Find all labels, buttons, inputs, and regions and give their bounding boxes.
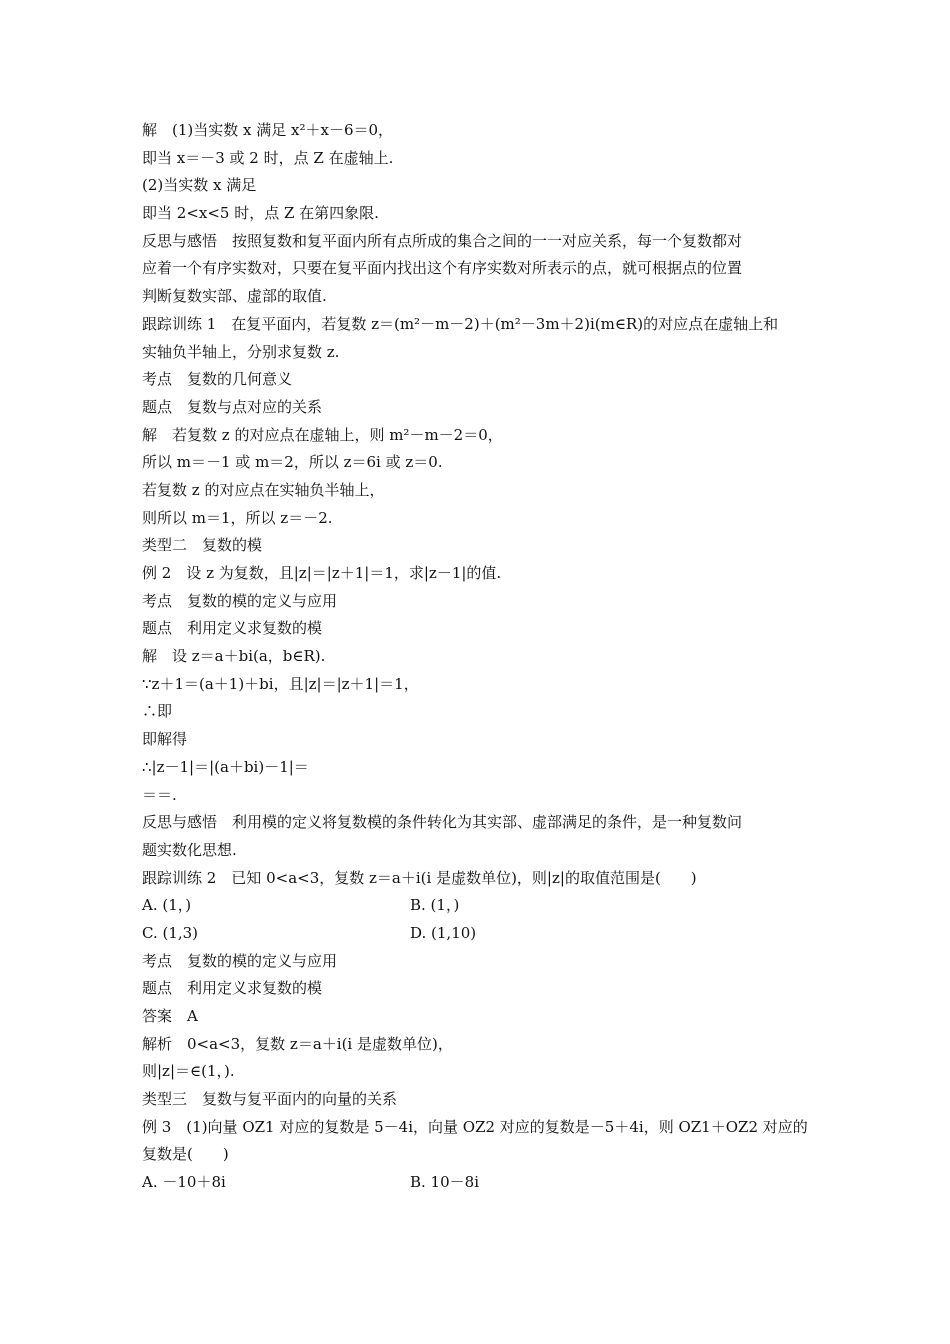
text-line: 解析 0<a<3，复数 z＝a＋i(i 是虚数单位)， [142,1034,453,1053]
text-line: 反思与感悟 按照复数和复平面内所有点所成的集合之间的一一对应关系，每一个复数都对 [142,231,743,250]
text-line: ＝＝. [142,785,177,804]
option-d: D. (1,10) [410,923,477,942]
text-line: 反思与感悟 利用模的定义将复数模的条件转化为其实部、虚部满足的条件，是一种复数问 [142,813,743,832]
document-page [142,117,822,1197]
text-line: 考点 复数的模的定义与应用 [142,591,338,610]
text-line: 例 3 (1)向量 OZ1 对应的复数是 5－4i，向量 OZ2 对应的复数是－5＋4i，则 OZ1＋OZ2 对应的 [142,1117,808,1136]
text-line: 答案 A [142,1007,198,1025]
option-a: A. (1，) [142,896,192,915]
text-line: 应着一个有序实数对，只要在复平面内找出这个有序实数对所表示的点，就可根据点的位置 [142,259,743,278]
text-line: 解 (1)当实数 x 满足 x²＋x－6＝0， [142,121,394,139]
text-line: 考点 复数的几何意义 [142,370,293,389]
text-line: ∴即 [142,702,173,721]
text-line: 考点 复数的模的定义与应用 [142,951,338,970]
text-line: 解 设 z＝a＋bi(a，b∈R). [142,647,326,666]
text-line: 复数是( ) [142,1145,229,1164]
text-line: ∵z＋1＝(a＋1)＋bi，且|z|＝|z＋1|＝1， [142,674,419,693]
text-line: 即当 2<x<5 时，点 Z 在第四象限. [142,204,379,223]
text-line: 题点 利用定义求复数的模 [142,979,323,998]
text-line: 即当 x＝－3 或 2 时，点 Z 在虚轴上. [142,148,394,167]
text-line: 跟踪训练 2 已知 0<a<3，复数 z＝a＋i(i 是虚数单位)，则|z|的取值范围是( ) [142,868,697,887]
text-line: 题实数化思想. [142,840,237,859]
text-line: 例 2 设 z 为复数，且|z|＝|z＋1|＝1，求|z－1|的值. [142,564,502,582]
text-line: 则|z|＝∈(1，). [142,1062,235,1081]
option-c: C. (1,3) [142,923,199,942]
option-a: A. －10＋8i [142,1173,226,1192]
answer-options-row [142,892,822,920]
text-line: 跟踪训练 1 在复平面内，若复数 z＝(m²－m－2)＋(m²－3m＋2)i(m∈R)的对应点在虚轴上和 [142,314,779,333]
option-b: B. 10－8i [410,1173,479,1192]
text-line: ∴|z－1|＝|(a＋bi)－1|＝ [142,757,309,776]
answer-options-row [142,1169,822,1197]
text-line: 解 若复数 z 的对应点在虚轴上，则 m²－m－2＝0， [142,425,503,444]
text-line: (2)当实数 x 满足 [142,176,257,195]
answer-options-row [142,920,822,948]
text-line: 则所以 m＝1，所以 z＝－2. [142,508,333,527]
text-line: 题点 利用定义求复数的模 [142,619,323,638]
text-line: 题点 复数与点对应的关系 [142,397,323,416]
text-line: 所以 m＝－1 或 m＝2，所以 z＝6i 或 z＝0. [142,453,443,472]
text-line: 若复数 z 的对应点在实轴负半轴上， [142,480,385,499]
section-heading: 类型三 复数与复平面内的向量的关系 [142,1090,398,1109]
text-line: 即解得 [142,730,188,749]
text-line: 实轴负半轴上，分别求复数 z. [142,342,340,361]
section-heading: 类型二 复数的模 [142,536,263,555]
text-line: 判断复数实部、虚部的取值. [142,287,327,306]
option-b: B. (1，) [410,896,460,915]
